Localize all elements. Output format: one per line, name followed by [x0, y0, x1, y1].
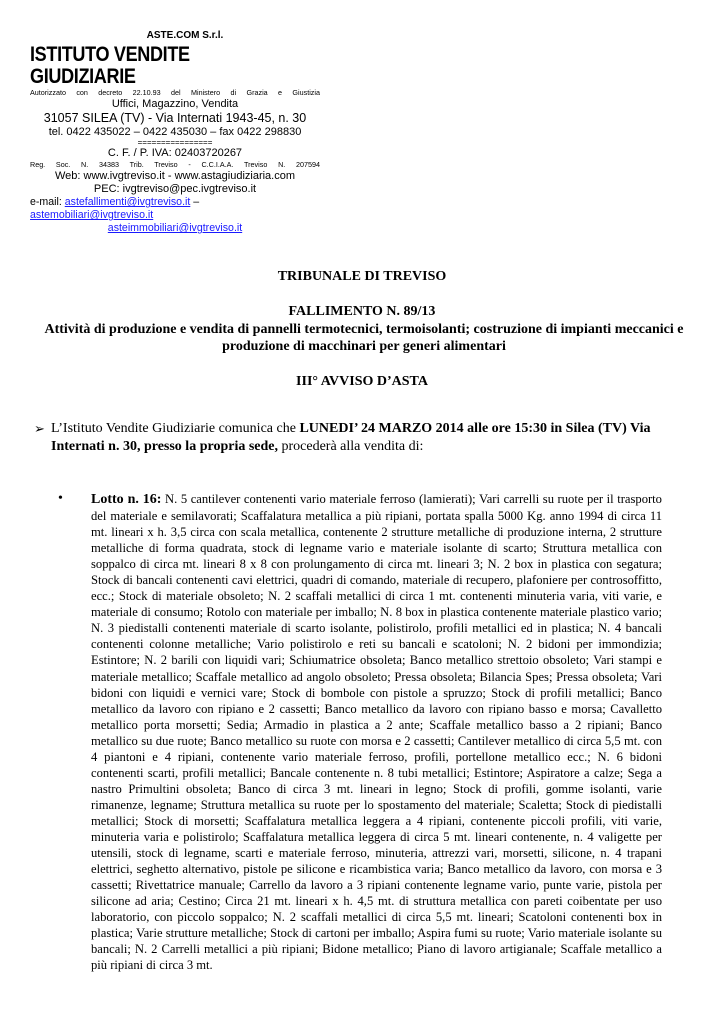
notice-title: III° AVVISO D’ASTA: [296, 374, 428, 389]
pec-line: PEC: ivgtreviso@pec.ivgtreviso.it: [93, 183, 257, 195]
email-link-immobiliari[interactable]: asteimmobiliari@ivgtreviso.it: [107, 222, 243, 234]
activity-description: Attività di produzione e vendita di pannelli termotecnici, termoisolanti; costruzione di impianti meccanici e produzione di macchinari per generi alimentari: [44, 322, 684, 354]
web-line: Web: www.ivgtreviso.it - www.astagiudiziaria.com: [54, 170, 296, 182]
company-name: ASTE.COM S.r.l.: [146, 30, 224, 41]
address-line: 31057 SILEA (TV) - Via Internati 1943-45, n. 30: [43, 111, 307, 125]
notice-outro: procederà alla vendita di:: [278, 439, 424, 454]
offices-line: Uffici, Magazzino, Vendita: [111, 98, 239, 110]
lot-label: Lotto n. 16:: [91, 492, 162, 507]
notice-paragraph: [34, 420, 674, 456]
notice-text: [51, 420, 674, 456]
bullet-icon: •: [58, 491, 63, 506]
lot-description: N. 5 cantilever contenenti vario materiale ferroso (lamierati); Vari carrelli su ruote per il trasporto del materiale e semilavorati; Scaffalatura metallica a più ripiani, portata spalla 5000 Kg. anno 1994 di circa 11 mt. lineari x h. 3,5 circa con scala metallica, contenente 2 strutture metalliche di produzione interna, 2 strutture metalliche di forma quadrata, stock di legname vario e materiale isolante di scarto; Struttura metallica con soppalco di circa mt. lineari 8 x 8 con prolungamento di circa mt. lineari 3; N. 2 box in plastica con segatura; Stock di bancali contenenti cavi elettrici, quadri di comando, materiale di recupero, plafoniere per controsoffitto, ecc.; Stock di materiale obsoleto; N. 2 scaffali metallici di circa 1 mt. contenenti minuteria varia, viti varie, e materiale di consumo; Rotolo con materiale per imballo; N. 8 box in plastica contenente materiale plastico vario; N. 3 piedistalli contenenti materiale di scarto isolante, polistirolo, profili metallici ed in plastica; N. 4 bancali contenenti colonne metalliche; Vario polistirolo e reti su bancali e scatoloni; N. 2 bidoni per immondizia; Estintore; N. 2 barili con liquidi vari; Schiumatrice obsoleta; Banco metallico strettoio obsoleto; Vari stampi e materiale metallico; Scaffale metallico ad angolo obsoleto; Pressa obsoleta; Bilancia Spes; Pressa obsoleta; Vari bidoni con liquidi e vernici vare; Stock di bombole con pistole a spruzzo; Stock di profili metallici; Banco metallico da lavoro con ripiano e 2 cassetti; Banco metallico da lavoro con ripiano basso e morsa; Cavalletto metallico porta morsetti; Sedia; Armadio in plastica a 2 ante; Scaffale metallico basso a 2 ripiani; Banco metallico su due ruote; Banco metallico su ruote con morsa e 2 cassetti; Cantilever metallico di circa 5,5 mt. con 4 piantoni e 4 ripiani, contenente vario materiale ferroso, profili, portellone metallico ecc.; N. 6 bidoni contenenti scarti, profili metallici; Bancale contenente n. 8 tubi metallici; Estintore; Aspiratore a calze; Sega a nastro Primultini obsoleta; Banco di circa 3 mt. lineari in legno; Stock di profili, gomme isolanti, varie rimanenze, legname; Struttura metallica su ruote per lo spostamento del materiale; Scaletta; Stock di piedistalli metallici; Stock di morsetti; Scaffalatura metallica leggera a 4 ripiani, contenente piccoli profili, viti varie, minuteria varia e polistirolo; Scaffalatura metallica leggera di circa 5 mt. lineari contenente, n. 4 valigette per utensili, stock di legname, scarti e materiale ferroso, minuteria, attrezzi vari, morsetti, silicone, n. 4 trapani elettrici, seghetto alternativo, pistole pe silicone e ricambistica varia; Banco metallico da lavoro, con morsa e 3 cassetti; Rivettatrice manuale; Carrello da lavoro a 3 ripiani contenente legname vario, punte varie, pistola per silicone ad aria; Cestino; Circa 21 mt. lineari x h. 4,5 mt. di struttura metallica con pareti coibentate per uso laboratorio, con piccolo soppalco; N. 2 scaffali metallici di circa 5,5 mt. lineari; Scatoloni contenenti box in plastica; Varie strutture metalliche; Stock di cartoni per imballo; Aspira fumi su ruote; Vario materiale isolante su bancali; N. 2 Carrelli metallici a più ripiani; Bidone metallico; Piano di lavoro artigianale; Scaffale metallico a più ripiani di circa 3 mt.: [91, 492, 662, 973]
email-line-2: [30, 222, 320, 235]
vat-line: C. F. / P. IVA: 02403720267: [107, 147, 243, 159]
case-number: FALLIMENTO N. 89/13: [288, 304, 436, 319]
registry-line: Reg. Soc. N. 34383 Trib. Treviso - C.C.I.A.A. Treviso N. 207594: [30, 160, 320, 169]
email-label: e-mail:: [30, 196, 62, 208]
email-separator: –: [193, 196, 200, 208]
lot-item: [58, 491, 662, 973]
notice-datetime: LUNEDI’ 24 MARZO 2014 alle ore 15:30 in Silea (TV) Via Internati n. 30, presso la propria sede,: [51, 421, 651, 454]
separator: ================: [137, 138, 213, 147]
letterhead: [30, 30, 320, 235]
phones-line: tel. 0422 435022 – 0422 435030 – fax 0422 298830: [48, 126, 302, 138]
email-link-mobiliari[interactable]: astemobiliari@ivgtreviso.it: [30, 209, 154, 221]
arrow-bullet-icon: ➢: [34, 421, 45, 436]
email-line: [30, 196, 320, 222]
email-link-fallimenti[interactable]: astefallimenti@ivgtreviso.it: [64, 196, 191, 208]
institute-title: ISTITUTO VENDITE GIUDIZIARIE: [30, 43, 190, 88]
authorization-line: Autorizzato con decreto 22.10.93 del Ministero di Grazia e Giustizia: [30, 88, 320, 97]
lot-text: [91, 491, 662, 973]
court-heading: TRIBUNALE DI TREVISO: [277, 269, 447, 284]
notice-intro: L’Istituto Vendite Giudiziarie comunica che: [51, 421, 300, 436]
